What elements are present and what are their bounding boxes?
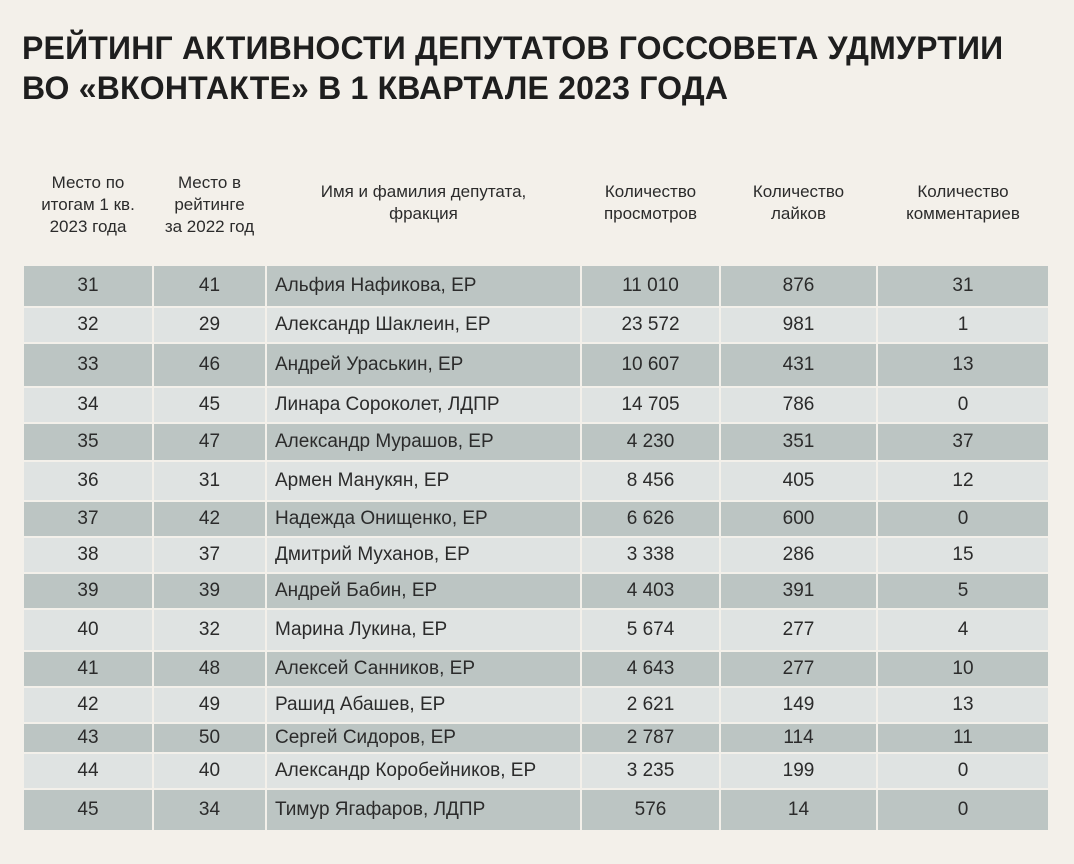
table-row [24,610,1048,652]
column-header-line: итогам 1 кв. [41,195,135,214]
column-divider [580,388,582,422]
cell-place: 34 [77,394,99,415]
cell-likes: 786 [782,394,815,415]
column-divider [719,790,721,830]
table-header [24,166,1048,256]
column-divider [152,538,154,572]
cell-name: Альфия Нафикова, ЕР [275,275,477,296]
cell-name: Сергей Сидоров, ЕР [275,727,456,748]
cell-likes: 199 [782,760,815,781]
cell-views: 8 456 [626,470,675,491]
cell-name: Линара Сороколет, ЛДПР [275,394,500,415]
column-divider [152,344,154,386]
column-header-place-2022 [154,166,265,256]
cell-comments: 15 [952,544,974,565]
table-row [24,344,1048,388]
cell-prev: 45 [198,394,221,415]
cell-comments: 12 [952,470,974,491]
column-divider [876,538,878,572]
column-header-line: Количество [917,182,1009,201]
cell-name: Александр Шаклеин, ЕР [275,314,491,335]
cell-likes: 286 [782,544,815,565]
column-header-line: 2023 года [49,217,127,236]
cell-name: Армен Манукян, ЕР [275,470,450,491]
cell-views: 10 607 [621,354,680,375]
cell-views: 576 [634,799,667,820]
table-row [24,308,1048,344]
cell-name: Александр Мурашов, ЕР [275,431,494,452]
cell-name: Александр Коробейников, ЕР [275,760,537,781]
column-divider [580,462,582,500]
table-row [24,754,1048,790]
cell-views: 4 230 [626,431,675,452]
cell-prev: 47 [198,431,221,452]
cell-prev: 37 [198,544,221,565]
cell-comments: 4 [957,619,969,640]
column-divider [580,652,582,686]
cell-place: 45 [77,799,99,820]
column-header-line: фракция [389,204,458,223]
column-divider [580,574,582,608]
column-divider [719,688,721,722]
column-divider [152,574,154,608]
column-divider [152,462,154,500]
column-divider [876,688,878,722]
column-divider [876,388,878,422]
column-divider [876,652,878,686]
column-divider [580,502,582,536]
column-divider [152,308,154,342]
column-divider [719,502,721,536]
cell-prev: 41 [198,275,221,296]
column-header-line: Количество [752,182,845,201]
column-divider [719,266,721,306]
cell-prev: 40 [198,760,221,781]
column-divider [876,266,878,306]
column-divider [265,754,267,788]
column-divider [876,308,878,342]
table-row [24,574,1048,610]
rating-table [24,266,1048,832]
column-divider [265,502,267,536]
cell-prev: 50 [198,727,221,748]
cell-place: 44 [77,760,99,781]
column-divider [719,754,721,788]
cell-prev: 39 [198,580,221,601]
cell-views: 14 705 [621,394,680,415]
cell-place: 33 [77,354,99,375]
cell-comments: 1 [957,314,969,335]
cell-name: Рашид Абашев, ЕР [275,694,446,715]
column-header-likes [721,166,876,256]
column-divider [719,610,721,650]
cell-comments: 11 [953,727,973,748]
column-divider [265,308,267,342]
cell-likes: 149 [782,694,815,715]
column-divider [265,652,267,686]
column-divider [719,652,721,686]
table-row [24,688,1048,724]
title-line-1: РЕЙТИНГ АКТИВНОСТИ ДЕПУТАТОВ ГОССОВЕТА УДМУРТИИ [22,30,1004,66]
column-divider [580,754,582,788]
column-divider [265,388,267,422]
cell-prev: 42 [198,508,221,529]
cell-likes: 981 [782,314,815,335]
cell-views: 5 674 [626,619,675,640]
table-row [24,462,1048,502]
cell-likes: 277 [782,658,815,679]
column-divider [876,754,878,788]
cell-place: 35 [77,431,99,452]
cell-comments: 37 [952,431,974,452]
column-divider [719,344,721,386]
column-divider [152,610,154,650]
column-divider [876,462,878,500]
cell-comments: 0 [957,394,969,415]
column-header-line: Место по [51,173,125,192]
cell-comments: 13 [952,354,974,375]
cell-name: Алексей Санников, ЕР [275,658,476,679]
column-divider [265,266,267,306]
column-divider [580,538,582,572]
table-row [24,388,1048,424]
cell-views: 3 338 [626,544,675,565]
column-header-line: Имя и фамилия депутата, [320,182,527,201]
cell-comments: 31 [952,275,974,296]
cell-prev: 46 [198,354,221,375]
table-row [24,652,1048,688]
cell-place: 42 [77,694,99,715]
cell-views: 4 403 [626,580,675,601]
cell-views: 2 621 [626,694,675,715]
column-divider [876,502,878,536]
column-divider [876,724,878,752]
cell-name: Дмитрий Муханов, ЕР [275,544,470,565]
column-divider [152,502,154,536]
column-divider [152,790,154,830]
column-header-line: комментариев [906,204,1020,223]
column-divider [580,688,582,722]
cell-place: 32 [77,314,99,335]
column-divider [152,724,154,752]
column-header-line: Количество [604,182,697,201]
cell-likes: 277 [782,619,815,640]
cell-place: 38 [77,544,99,565]
table-row [24,266,1048,308]
column-header-views [582,166,719,256]
column-divider [719,388,721,422]
column-divider [580,266,582,306]
column-divider [152,688,154,722]
column-divider [152,754,154,788]
table-row [24,424,1048,462]
cell-prev: 31 [198,470,221,491]
cell-views: 4 643 [626,658,675,679]
cell-likes: 431 [782,354,815,375]
cell-likes: 351 [782,431,815,452]
column-header-line: просмотров [603,204,698,223]
cell-likes: 391 [782,580,815,601]
table-row [24,538,1048,574]
column-header-line: за 2022 год [164,217,255,236]
column-divider [580,344,582,386]
cell-views: 11 010 [622,275,679,296]
cell-comments: 13 [952,694,974,715]
cell-views: 2 787 [626,727,675,748]
cell-comments: 5 [957,580,969,601]
column-divider [719,538,721,572]
cell-place: 31 [77,275,99,296]
column-divider [152,424,154,460]
cell-place: 39 [77,580,99,601]
page-title [22,28,1052,108]
column-divider [152,388,154,422]
cell-place: 43 [77,727,99,748]
column-divider [580,790,582,830]
column-divider [265,610,267,650]
column-header-line: лайков [771,204,826,223]
column-divider [265,538,267,572]
cell-comments: 0 [957,799,969,820]
column-divider [265,688,267,722]
table-row [24,724,1048,754]
title-line-2: ВО «ВКОНТАКТЕ» В 1 КВАРТАЛЕ 2023 ГОДА [22,70,729,106]
cell-comments: 0 [957,508,969,529]
column-divider [265,790,267,830]
cell-place: 40 [77,619,99,640]
cell-views: 3 235 [626,760,675,781]
column-divider [719,308,721,342]
column-divider [580,724,582,752]
cell-prev: 32 [198,619,221,640]
column-divider [719,574,721,608]
column-divider [265,724,267,752]
column-header-comments [878,166,1048,256]
cell-name: Марина Лукина, ЕР [275,619,448,640]
cell-name: Андрей Ураськин, ЕР [275,354,464,375]
cell-name: Андрей Бабин, ЕР [275,580,438,601]
column-divider [580,424,582,460]
column-divider [876,610,878,650]
column-divider [152,652,154,686]
cell-prev: 49 [198,694,221,715]
cell-name: Тимур Ягафаров, ЛДПР [275,799,486,820]
cell-likes: 600 [782,508,815,529]
cell-prev: 29 [198,314,221,335]
cell-place: 36 [77,470,99,491]
cell-likes: 114 [783,727,814,748]
column-divider [876,344,878,386]
column-header-name [267,166,580,256]
column-divider [580,308,582,342]
column-divider [876,424,878,460]
cell-comments: 0 [957,760,969,781]
cell-likes: 405 [782,470,815,491]
table-row [24,502,1048,538]
column-header-place-q1 [24,166,152,256]
cell-likes: 876 [782,275,815,296]
cell-comments: 10 [952,658,974,679]
column-divider [265,424,267,460]
column-divider [265,574,267,608]
column-divider [265,462,267,500]
cell-likes: 14 [787,799,810,820]
table-row [24,790,1048,832]
column-divider [580,610,582,650]
cell-prev: 34 [198,799,221,820]
cell-views: 23 572 [621,314,680,335]
column-divider [152,266,154,306]
column-divider [719,724,721,752]
column-header-line: Место в [177,173,242,192]
column-divider [265,344,267,386]
cell-place: 41 [77,658,99,679]
column-header-line: рейтинге [174,195,245,214]
column-divider [876,574,878,608]
column-divider [719,424,721,460]
cell-name: Надежда Онищенко, ЕР [275,508,488,529]
cell-views: 6 626 [626,508,675,529]
column-divider [719,462,721,500]
column-divider [876,790,878,830]
cell-place: 37 [77,508,99,529]
cell-prev: 48 [198,658,221,679]
